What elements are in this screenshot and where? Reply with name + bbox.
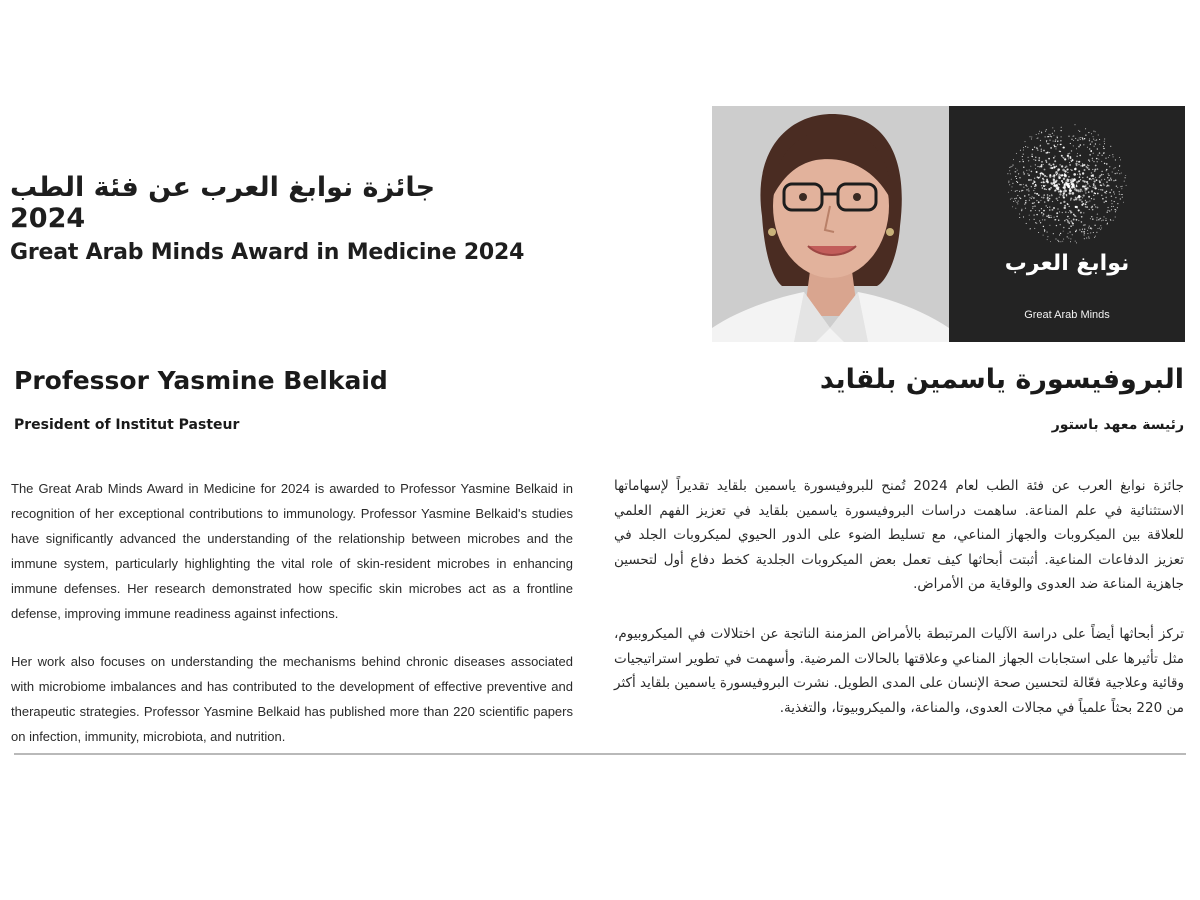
portrait-illustration — [712, 106, 949, 342]
english-paragraph-1: The Great Arab Minds Award in Medicine for 2024 is awarded to Professor Yasmine Belkaid in recognition of her exceptional contributions to immunology. Professor Yasmine Belkaid's studies have significantly advanced the understanding of the relationship between microbes and the immune system, particularly highlighting the vital role of skin-resident microbes in enhancing immune defenses. Her research demonstrated how specific skin microbes act as a frontline defense, improving immune readiness against infections. — [11, 481, 573, 621]
dotted-burst-icon — [949, 106, 1185, 246]
award-title-arabic: جائزة نوابغ العرب عن فئة الطب 2024 — [10, 172, 436, 234]
logo-wordmark-arabic: نوابغ العرب — [1004, 251, 1130, 276]
great-arab-minds-logo — [949, 106, 1185, 342]
award-title-english: Great Arab Minds Award in Medicine 2024 — [10, 240, 525, 265]
laureate-position-english: President of Institut Pasteur — [14, 417, 240, 433]
arabic-paragraph-2: تركز أبحاثها أيضاً على دراسة الآليات المرتبطة بالأمراض المزمنة الناتجة عن اختلالات في الميكروبيوم، مثل تأثيرها على استجابات الجهاز المناعي وعلاقتها بالحالات المرضية. وأسهمت في تطوير استراتيجيات وقائية وعلاجية فعّالة لتحسين صحة الإنسان على المدى الطويل. نشرت البروفيسورة ياسمين بلقايد أكثر من 220 بحثاً علمياً في مجالات العدوى، والمناعة، والميكروبيوتا، والتغذية. — [614, 626, 1184, 716]
logo-wordmark-english: Great Arab Minds — [1024, 309, 1110, 321]
arabic-paragraph-1: جائزة نوابغ العرب عن فئة الطب لعام 2024 تُمنح للبروفيسورة ياسمين بلقايد تقديراً لإسهاماتها الاستثنائية في علم المناعة. ساهمت دراسات البروفيسورة ياسمين بلقايد في تعزيز الفهم العلمي للعلاقة بين الميكروبات والجهاز المناعي، مع تسليط الضوء على الدور الحيوي لميكروبات الجلد في تعزيز الدفاعات المناعية. أثبتت أبحاثها كيف تعمل بعض الميكروبات الجلدية كخط دفاع أول لتحسين جاهزية المناعة ضد العدوى والوقاية من الأمراض. — [614, 478, 1184, 592]
portrait-photo — [712, 106, 949, 342]
laureate-name-arabic: البروفيسورة ياسمين بلقايد — [819, 364, 1184, 395]
laureate-position-arabic: رئيسة معهد باستور — [1051, 417, 1184, 433]
divider-line — [14, 753, 1186, 755]
laureate-name-english: Professor Yasmine Belkaid — [14, 366, 388, 395]
english-paragraph-2: Her work also focuses on understanding the mechanisms behind chronic diseases associated with microbiome imbalances and has contributed to the development of effective preventive and therapeutic strategies. Professor Yasmine Belkaid has published more than 220 scientific papers on infection, immunity, microbiota, and nutrition. — [11, 654, 573, 744]
